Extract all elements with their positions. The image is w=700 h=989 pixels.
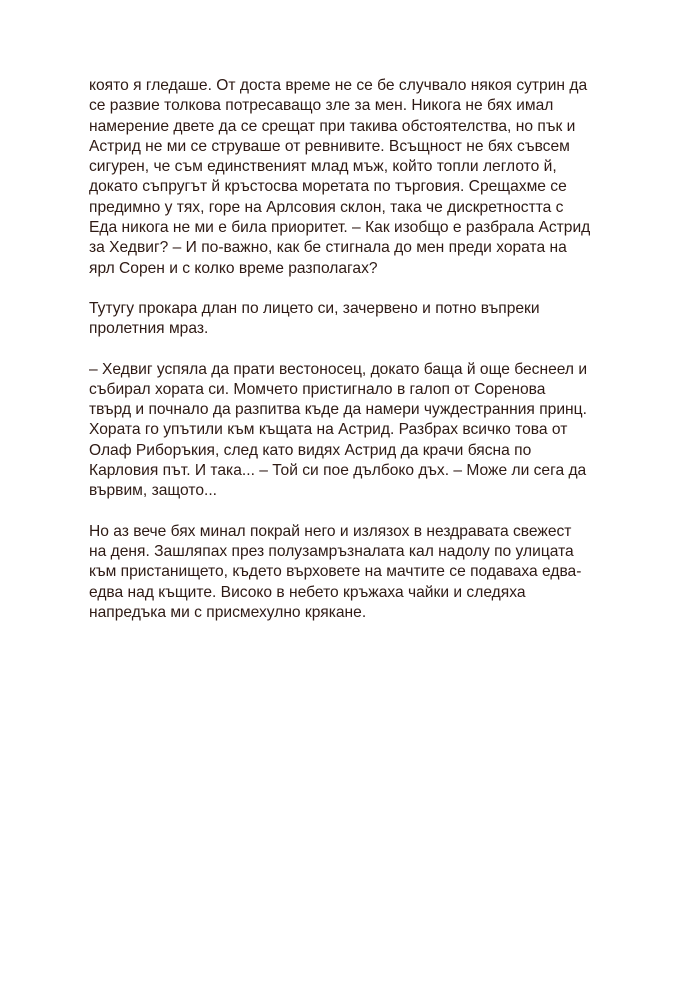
text-line: Карловия път. И така... – Той си пое дълбоко дъх. – Може ли сега да bbox=[89, 462, 587, 480]
paragraph-3 bbox=[89, 360, 634, 502]
paragraph-2 bbox=[89, 299, 634, 340]
text-line: се развие толкова потресаващо зле за мен. Никога не бях имал bbox=[89, 97, 554, 115]
text-line: твърд и почнало да разпитва къде да намери чуждестранния принц. bbox=[89, 401, 587, 419]
text-line: докато съпругът й кръстосва моретата по търговия. Срещахме се bbox=[89, 178, 567, 196]
text-line: Тутугу прокара длан по лицето си, зачервено и потно въпреки bbox=[89, 299, 540, 317]
text-line: Астрид не ми се струваше от ревнивите. Всъщност не бях съвсем bbox=[89, 137, 570, 155]
paragraph-4 bbox=[89, 522, 634, 623]
text-line: Но аз вече бях минал покрай него и излязох в нездравата свежест bbox=[89, 522, 572, 540]
text-line: напредъка ми с присмехулно крякане. bbox=[89, 603, 367, 621]
text-line: събирал хората си. Момчето пристигнало в галоп от Соренова bbox=[89, 380, 546, 398]
text-line: Олаф Риборъкия, след като видях Астрид да крачи бясна по bbox=[89, 441, 532, 459]
text-line: вървим, защото... bbox=[89, 482, 218, 500]
text-line: към пристанището, където върховете на мачтите се подаваха едва- bbox=[89, 563, 582, 581]
text-line: намерение двете да се срещат при такива обстоятелства, но пък и bbox=[89, 117, 576, 135]
text-line: – Хедвиг успяла да прати вестоносец, докато баща й още беснеел и bbox=[89, 360, 588, 378]
text-line: Еда никога не ми е била приоритет. – Как изобщо е разбрала Астрид bbox=[89, 219, 591, 237]
text-line: ярл Сорен и с колко време разполагах? bbox=[89, 259, 378, 277]
text-line: предимно у тях, горе на Арлсовия склон, така че дискретността с bbox=[89, 198, 564, 216]
text-line: която я гледаше. От доста време не се бе случвало някоя сутрин да bbox=[89, 77, 588, 94]
text-line: едва над къщите. Високо в небето кръжаха чайки и следяха bbox=[89, 583, 526, 601]
text-line: сигурен, че съм единственият млад мъж, който топли леглото й, bbox=[89, 158, 557, 176]
text-line: пролетния мраз. bbox=[89, 320, 209, 338]
text-line: на деня. Зашляпах през полузамръзналата кал надолу по улицата bbox=[89, 542, 574, 560]
paragraph-1 bbox=[89, 76, 634, 279]
body-text bbox=[89, 76, 634, 643]
text-line: за Хедвиг? – И по-важно, как бе стигнала до мен преди хората на bbox=[89, 239, 567, 257]
text-line: Хората го упътили към къщата на Астрид. Разбрах всичко това от bbox=[89, 421, 568, 439]
